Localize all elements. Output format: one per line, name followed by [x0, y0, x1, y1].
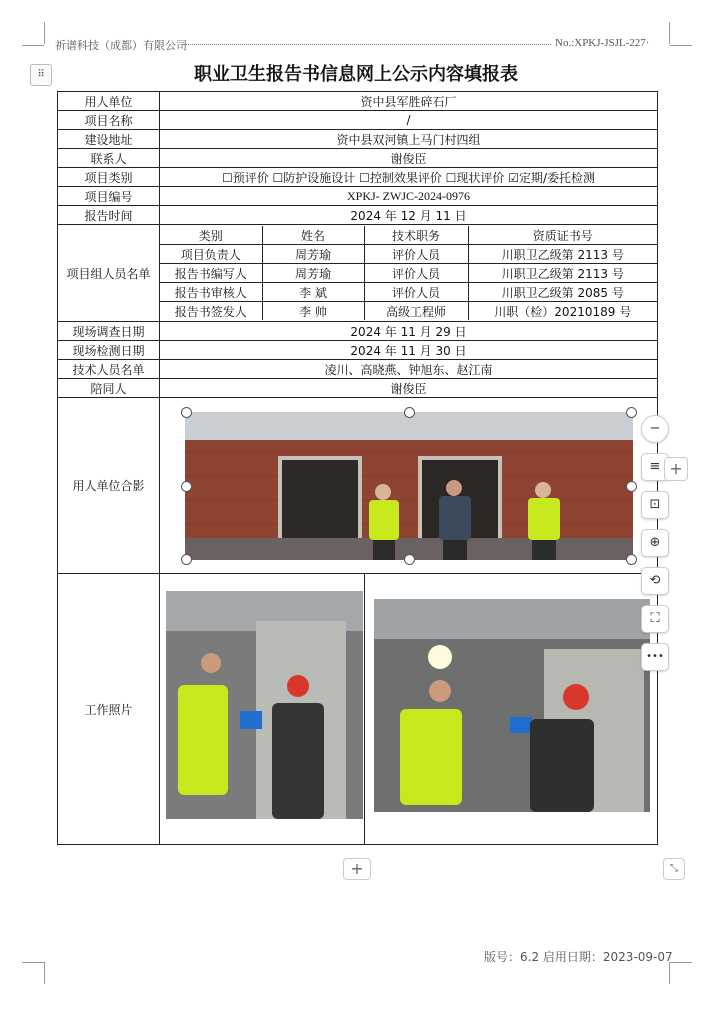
label-survey-date: 现场调查日期 — [58, 322, 160, 341]
value-category[interactable]: ☐预评价 ☐防护设施设计 ☐控制效果评价 ☐现状评价 ☑定期/委托检测 — [160, 168, 658, 187]
work-photos-cell — [160, 574, 658, 845]
team-cell — [160, 225, 658, 322]
zoom-icon[interactable]: ⊕ — [641, 529, 669, 557]
label-address: 建设地址 — [58, 130, 160, 149]
row-work-photos — [58, 574, 658, 845]
crop-mark-bottom-right-v — [669, 962, 670, 984]
team-name[interactable]: 周芳瑜 — [262, 245, 364, 264]
footer-version: 版号：6.2 启用日期：2023-09-07 — [484, 950, 673, 964]
team-header-cert: 资质证书号 — [468, 226, 657, 245]
label-team: 项目组人员名单 — [58, 225, 160, 322]
row-technicians — [58, 360, 658, 379]
header-company: 祈谱科技（成都）有限公司 — [55, 39, 187, 52]
collapse-icon[interactable]: − — [641, 415, 669, 443]
resize-handle[interactable] — [181, 481, 192, 492]
group-photo-cell — [160, 398, 658, 574]
image-toolbar — [641, 415, 669, 681]
label-escort: 陪同人 — [58, 379, 160, 398]
replace-image-icon[interactable]: ⛶ — [641, 605, 669, 633]
label-contact: 联系人 — [58, 149, 160, 168]
label-work-photos: 工作照片 — [58, 574, 160, 845]
resize-handle[interactable] — [404, 407, 415, 418]
row-project-name — [58, 111, 658, 130]
team-cert[interactable]: 川职卫乙级第 2085 号 — [468, 283, 657, 302]
label-test-date: 现场检测日期 — [58, 341, 160, 360]
crop-mark-top-right-v — [669, 22, 670, 44]
row-team — [58, 225, 658, 322]
row-category — [58, 168, 658, 187]
work-photo-1-image — [166, 591, 363, 819]
row-contact — [58, 149, 658, 168]
value-contact[interactable]: 谢俊臣 — [160, 149, 658, 168]
more-icon[interactable]: ••• — [641, 643, 669, 671]
group-photo-image — [185, 412, 633, 560]
team-row — [160, 302, 657, 321]
team-cert[interactable]: 川职卫乙级第 2113 号 — [468, 264, 657, 283]
team-header-role: 类别 — [160, 226, 262, 245]
team-header-name: 姓名 — [262, 226, 364, 245]
label-employer: 用人单位 — [58, 92, 160, 111]
team-name[interactable]: 李 斌 — [262, 283, 364, 302]
work-photo-2-image — [374, 599, 650, 812]
table-resize-icon[interactable]: ⤡ — [663, 858, 685, 880]
team-row — [160, 283, 657, 302]
work-photo-2[interactable] — [374, 599, 650, 812]
value-survey-date[interactable]: 2024 年 11 月 29 日 — [160, 322, 658, 341]
team-header-row — [160, 226, 657, 245]
value-escort[interactable]: 谢俊臣 — [160, 379, 658, 398]
crop-mark-bottom-right — [670, 962, 692, 963]
team-title[interactable]: 高级工程师 — [364, 302, 468, 321]
label-category: 项目类别 — [58, 168, 160, 187]
resize-handle[interactable] — [626, 407, 637, 418]
header-leader-dots — [183, 44, 551, 45]
resize-handle[interactable] — [626, 554, 637, 565]
team-role[interactable]: 报告书审核人 — [160, 283, 262, 302]
crop-mark-top-right — [670, 45, 692, 46]
team-cert[interactable]: 川职（检）20210189 号 — [468, 302, 657, 321]
row-escort — [58, 379, 658, 398]
team-title[interactable]: 评价人员 — [364, 264, 468, 283]
value-employer[interactable]: 资中县军胜碎石厂 — [160, 92, 658, 111]
team-role[interactable]: 报告书编写人 — [160, 264, 262, 283]
value-address[interactable]: 资中县双河镇上马门村四组 — [160, 130, 658, 149]
add-column-button[interactable]: + — [664, 457, 688, 481]
crop-mark-bottom-left — [22, 962, 44, 963]
team-name[interactable]: 周芳瑜 — [262, 264, 364, 283]
value-project-name[interactable]: / — [160, 111, 658, 130]
add-row-button[interactable]: + — [343, 858, 371, 880]
info-table — [57, 91, 658, 845]
team-table — [160, 226, 657, 320]
team-role[interactable]: 项目负责人 — [160, 245, 262, 264]
label-technicians: 技术人员名单 — [58, 360, 160, 379]
crop-mark-top-left — [22, 45, 44, 46]
team-title[interactable]: 评价人员 — [364, 283, 468, 302]
crop-icon[interactable]: ⊡ — [641, 491, 669, 519]
team-name[interactable]: 李 帅 — [262, 302, 364, 321]
wrap-text-icon[interactable]: ≡ — [641, 453, 669, 481]
crop-mark-bottom-left-v — [44, 962, 45, 984]
team-cert[interactable]: 川职卫乙级第 2113 号 — [468, 245, 657, 264]
value-test-date[interactable]: 2024 年 11 月 30 日 — [160, 341, 658, 360]
resize-handle[interactable] — [404, 554, 415, 565]
row-report-date — [58, 206, 658, 225]
row-survey-date — [58, 322, 658, 341]
team-title[interactable]: 评价人员 — [364, 245, 468, 264]
label-project-name: 项目名称 — [58, 111, 160, 130]
label-report-date: 报告时间 — [58, 206, 160, 225]
resize-handle[interactable] — [626, 481, 637, 492]
label-group-photo: 用人单位合影 — [58, 398, 160, 574]
group-photo[interactable] — [185, 412, 633, 560]
resize-handle[interactable] — [181, 407, 192, 418]
page-title: 职业卫生报告书信息网上公示内容填报表 — [194, 64, 518, 85]
crop-mark-top-left-v — [44, 22, 45, 44]
row-test-date — [58, 341, 658, 360]
team-role[interactable]: 报告书签发人 — [160, 302, 262, 321]
rotate-icon[interactable]: ⟲ — [641, 567, 669, 595]
table-move-handle[interactable]: ⠿ — [30, 64, 52, 86]
label-project-no: 项目编号 — [58, 187, 160, 206]
resize-handle[interactable] — [181, 554, 192, 565]
row-employer — [58, 92, 658, 111]
row-group-photo — [58, 398, 658, 574]
team-header-title: 技术职务 — [364, 226, 468, 245]
row-project-no — [58, 187, 658, 206]
header-doc-number: No.:XPKJ-JSJL-227· — [555, 37, 650, 49]
row-address — [58, 130, 658, 149]
work-photo-1[interactable] — [166, 591, 363, 819]
value-report-date[interactable]: 2024 年 12 月 11 日 — [160, 206, 658, 225]
value-technicians[interactable]: 凌川、高晓燕、钟旭东、赵江南 — [160, 360, 658, 379]
team-row — [160, 245, 657, 264]
photo-divider — [364, 574, 365, 844]
team-row — [160, 264, 657, 283]
value-project-no[interactable]: XPKJ- ZWJC-2024-0976 — [160, 187, 658, 206]
